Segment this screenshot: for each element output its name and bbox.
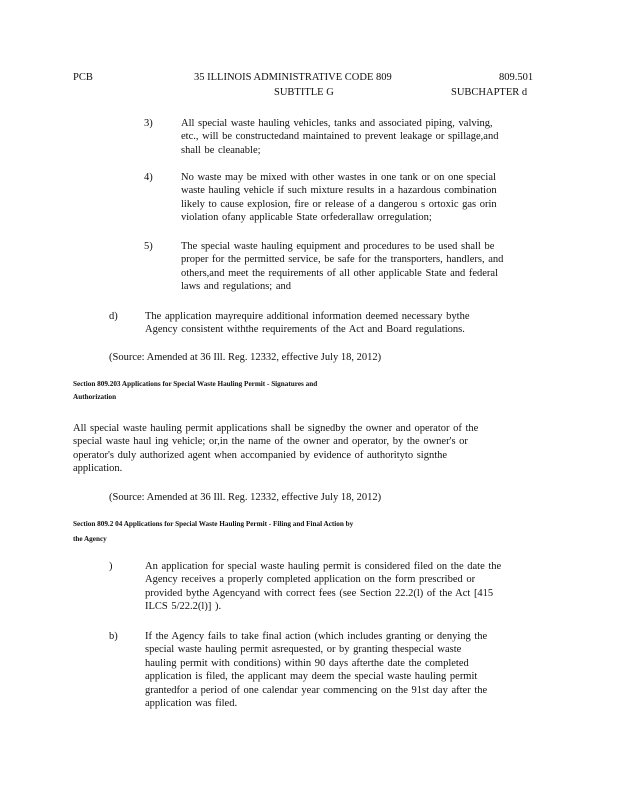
header-agency: PCB bbox=[73, 72, 93, 83]
text-line: special waste haul ing vehicle; or,in the name of the owner and operator, by the owner's or bbox=[73, 436, 468, 448]
header-subchapter: SUBCHAPTER d bbox=[451, 87, 528, 98]
text-line: grantedfor a period of one calendar year commencing on the 91st day after the bbox=[145, 684, 488, 696]
text-line: waste hauling vehicle if such mixture results in a hazardous combination bbox=[181, 185, 497, 197]
text-line: Agency receives a properly completed application on the form prescribed or bbox=[145, 574, 476, 586]
item-3-text bbox=[181, 117, 522, 157]
header-title: 35 ILLINOIS ADMINISTRATIVE CODE 809 bbox=[194, 72, 392, 83]
text-line: laws and regulations; and bbox=[181, 281, 292, 293]
text-line: No waste may be mixed with other wastes in one tank or on one special bbox=[181, 172, 496, 183]
item-4-text bbox=[181, 171, 522, 225]
header-section-number: 809.501 bbox=[499, 72, 534, 83]
text-line: If the Agency fails to take final action (which includes granting or denying the bbox=[145, 631, 488, 642]
section-heading-204-cont: the Agency bbox=[73, 535, 107, 543]
text-line: ILCS 5/22.2(l)] ). bbox=[145, 601, 222, 613]
item-3-label: 3) bbox=[144, 118, 153, 129]
text-line: The special waste hauling equipment and procedures to be used shall be bbox=[181, 241, 495, 252]
section-heading-203-cont: Authorization bbox=[73, 393, 117, 401]
item-4-label: 4) bbox=[144, 172, 153, 183]
text-line: etc., will be constructedand maintained to prevent leakage or spillage,and bbox=[181, 131, 499, 143]
header-subtitle: SUBTITLE G bbox=[274, 87, 334, 98]
text-line: All special waste hauling permit applications shall be signedby the owner and operator of the bbox=[73, 423, 479, 434]
item-5-text bbox=[181, 240, 522, 294]
section-heading-203: Section 809.203 Applications for Special Waste Hauling Permit - Signatures and bbox=[73, 380, 318, 388]
text-line: The application mayrequire additional information deemed necessary bythe bbox=[145, 311, 470, 322]
text-line: shall be cleanable; bbox=[181, 144, 261, 156]
item-5-label: 5) bbox=[144, 241, 153, 252]
text-line: All special waste hauling vehicles, tanks and associated piping, valving, bbox=[181, 118, 493, 129]
text-line: application is filed, the applicant may deem the special waste hauling permit bbox=[145, 671, 478, 683]
text-line: proper for the permitted service, be safe for the transporters, handlers, and bbox=[181, 254, 504, 266]
text-line: violation ofany applicable State orfederallaw orregulation; bbox=[181, 212, 432, 224]
text-line: operator's duly authorized agent when accompanied by evidence of authorityto signthe bbox=[73, 449, 448, 461]
item-b-text bbox=[145, 630, 522, 710]
section-heading-204: Section 809.2 04 Applications for Special Waste Hauling Permit - Filing and Final Action by bbox=[73, 520, 354, 528]
text-line: application was filed. bbox=[145, 698, 238, 710]
text-line: likely to cause explosion, fire or release of a dangerou s ortoxic gas orin bbox=[181, 198, 497, 210]
section-203-body bbox=[73, 422, 522, 476]
item-d-label: d) bbox=[109, 311, 118, 322]
text-line: hauling permit with conditions) within 90 days afterthe date the completed bbox=[145, 657, 469, 669]
text-line: provided bythe Agencyand with correct fees (see Section 22.2(l) of the Act [415 bbox=[145, 587, 494, 599]
source-note: (Source: Amended at 36 Ill. Reg. 12332, effective July 18, 2012) bbox=[109, 492, 382, 503]
source-note: (Source: Amended at 36 Ill. Reg. 12332, effective July 18, 2012) bbox=[109, 352, 382, 363]
text-line: application. bbox=[73, 463, 123, 475]
text-line: others,and meet the requirements of all other applicable State and federal bbox=[181, 267, 498, 279]
item-d-text bbox=[145, 310, 522, 337]
text-line: special waste hauling permit asrequested, or by granting thespecial waste bbox=[145, 644, 462, 656]
item-b-label: b) bbox=[109, 631, 118, 642]
item-a-label: ) bbox=[109, 561, 113, 572]
text-line: An application for special waste hauling permit is considered filed on the date the bbox=[145, 561, 502, 572]
item-a-text bbox=[145, 560, 538, 614]
text-line: Agency consistent withthe requirements of the Act and Board regulations. bbox=[145, 324, 465, 336]
